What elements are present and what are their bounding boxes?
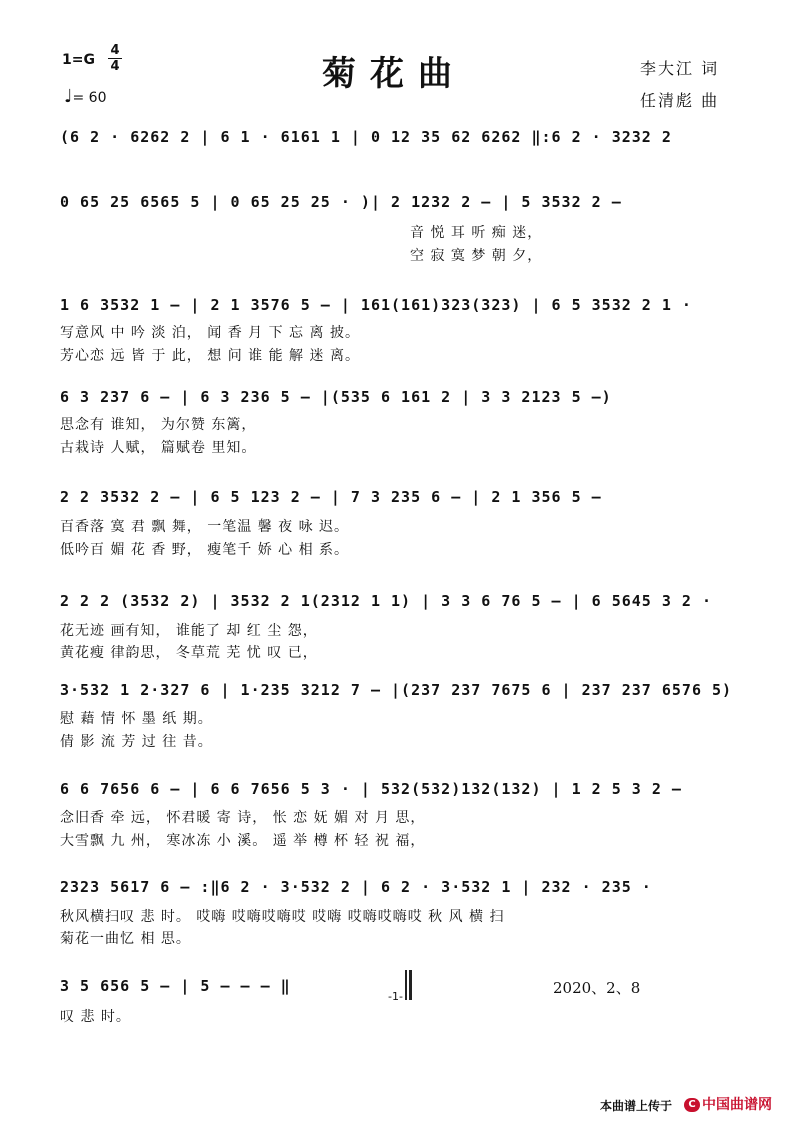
lyric-line-5a: 百香落 寞 君 飘 舞， 一笔温 馨 夜 咏 迟。 (60, 519, 350, 535)
score-line-3: 1 6 3532 1 – | 2 1 3576 5 – | 161(161)323(323) | 6 5 3532 2 1 · (60, 296, 692, 314)
time-signature (108, 44, 122, 73)
lyric-line-8a: 念旧香 牵 远， 怀君暖 寄 诗， 怅 恋 妩 媚 对 月 思， (60, 810, 426, 826)
score-line-7: 3·532 1 2·327 6 | 1·235 3212 7 – |(237 237 7675 6 | 237 237 6576 5) (60, 681, 733, 699)
lyric-line-2b: 空 寂 寞 梦 朝 夕， (410, 248, 543, 264)
lyric-line-10: 叹 悲 时。 (60, 1009, 131, 1025)
page-number: -1- (388, 990, 403, 1003)
page-title: 菊花曲 (322, 54, 466, 94)
tempo-value: = 60 (72, 90, 107, 106)
site-logo-icon: C (684, 1098, 700, 1112)
lyric-line-9b: 菊花一曲忆 相 思。 (60, 931, 191, 947)
score-line-1: (6 2 · 6262 2 | 6 1 · 6161 1 | 0 12 35 62 6262 ‖:6 2 · 3232 2 (60, 128, 672, 146)
composition-date: 2020、2、8 (553, 979, 641, 997)
score-line-9: 2323 5617 6 – :‖6 2 · 3·532 2 | 6 2 · 3·532 1 | 232 · 235 · (60, 878, 652, 896)
lyric-line-5b: 低吟百 媚 花 香 野， 瘦笔千 娇 心 相 系。 (60, 542, 350, 558)
score-line-10: 3 5 656 5 – | 5 – – – ‖ (60, 977, 291, 995)
lyric-line-6a: 花无迹 画有知， 谁能了 却 红 尘 怨， (60, 623, 318, 639)
lyric-line-9a: 秋风横扫叹 悲 时。 哎嗨 哎嗨哎嗨哎 哎嗨 哎嗨哎嗨哎 秋 风 横 扫 (60, 909, 505, 925)
lyric-line-4b: 古栽诗 人赋， 篇赋卷 里知。 (60, 440, 257, 456)
lyricist-credit: 李大江 词 (640, 59, 720, 78)
lyric-line-2a: 音 悦 耳 听 痴 迷， (410, 225, 543, 241)
time-signature-top: 4 (110, 43, 120, 58)
lyric-line-3b: 芳心恋 远 皆 于 此， 想 问 谁 能 解 迷 离。 (60, 348, 360, 364)
key-signature: 1=G (62, 52, 95, 68)
time-signature-bottom: 4 (110, 59, 120, 74)
lyric-line-7b: 倩 影 流 芳 过 往 昔。 (60, 734, 213, 750)
tempo-marking (64, 86, 107, 107)
score-line-4: 6 3 237 6 – | 6 3 236 5 – |(535 6 161 2 | 3 3 2123 5 –) (60, 388, 612, 406)
lyric-line-3a: 写意风 中 吟 淡 泊， 闻 香 月 下 忘 离 披。 (60, 325, 360, 341)
lyric-line-8b: 大雪飘 九 州， 寒冰冻 小 溪。 遥 举 樽 杯 轻 祝 福， (60, 833, 426, 849)
lyric-line-7a: 慰 藉 情 怀 墨 纸 期。 (60, 711, 213, 727)
composer-credit: 任清彪 曲 (640, 91, 720, 110)
site-logo (684, 1094, 772, 1114)
score-line-2: 0 65 25 6565 5 | 0 65 25 25 · )| 2 1232 2 – | 5 3532 2 – (60, 193, 622, 211)
final-barline-thick (409, 970, 412, 1000)
lyric-line-4a: 思念有 谁知， 为尔赞 东篱， (60, 417, 257, 433)
upload-note: 本曲谱上传于 (600, 1099, 673, 1113)
site-name: 中国曲谱网 (702, 1097, 772, 1113)
score-line-5: 2 2 3532 2 – | 6 5 123 2 – | 7 3 235 6 – | 2 1 356 5 – (60, 488, 602, 506)
score-line-6: 2 2 2 (3532 2) | 3532 2 1(2312 1 1) | 3 3 6 76 5 – | 6 5645 3 2 · (60, 592, 712, 610)
lyric-line-6b: 黄花瘦 律韵思， 冬草荒 芜 忧 叹 已， (60, 645, 318, 661)
final-barline-thin (405, 970, 407, 1000)
score-line-8: 6 6 7656 6 – | 6 6 7656 5 3 · | 532(532)132(132) | 1 2 5 3 2 – (60, 780, 682, 798)
quarter-note-icon: ♩ (64, 86, 73, 107)
